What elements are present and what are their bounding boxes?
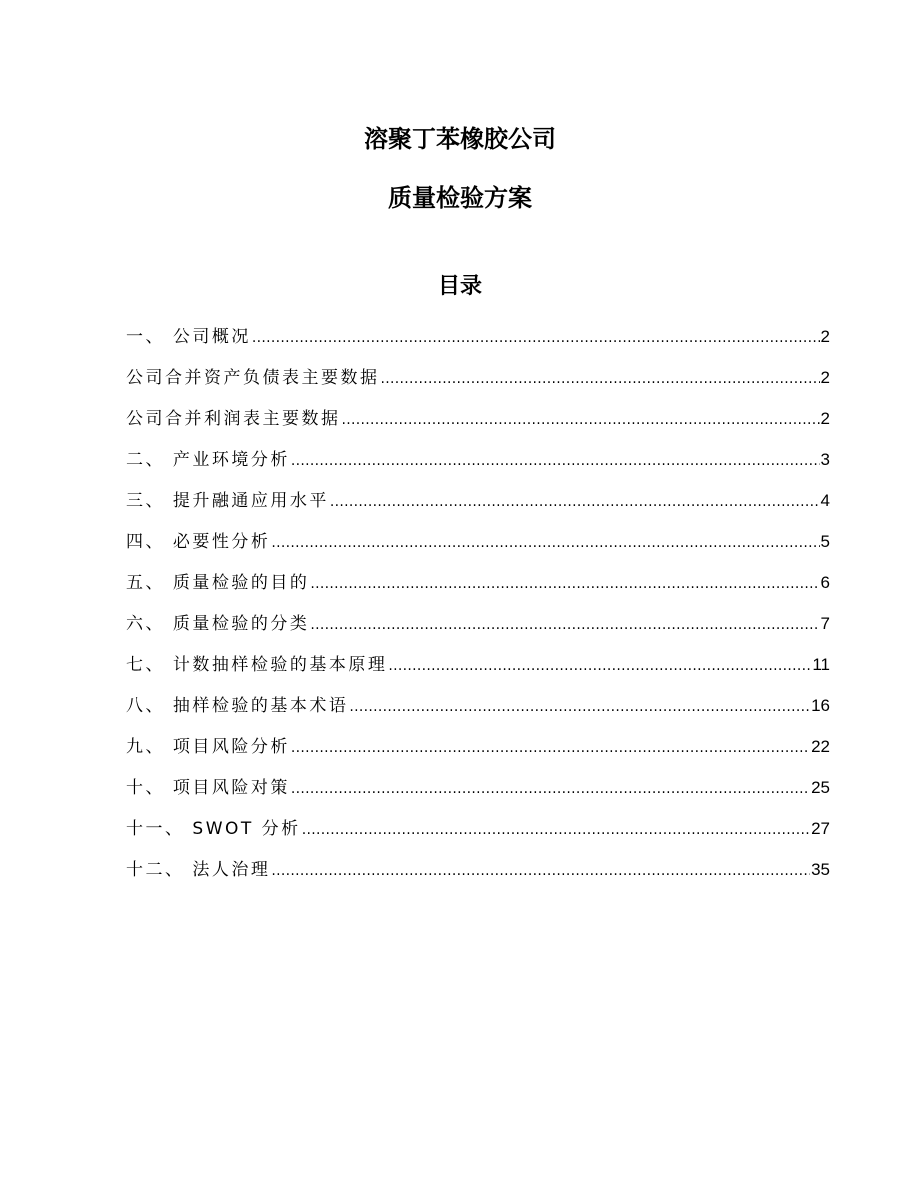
toc-entry[interactable]: [126, 322, 830, 363]
toc-entry[interactable]: [126, 691, 830, 732]
toc-entry-title: 三、 提升融通应用水平: [126, 491, 329, 511]
toc-entry-title: 一、 公司概况: [126, 327, 251, 347]
toc-dot-leader: [291, 446, 820, 476]
toc-entry-page-number: 6: [820, 573, 830, 592]
toc-entry[interactable]: [126, 773, 830, 814]
toc-entry-page-number: 35: [811, 860, 830, 879]
toc-entry[interactable]: [126, 527, 830, 568]
toc-entry-page-number: 5: [820, 532, 830, 551]
toc-entry-title: 十二、 法人治理: [126, 860, 271, 880]
toc-dot-leader: [302, 815, 810, 845]
toc-entry-page-number: 27: [811, 819, 830, 838]
toc-dot-leader: [291, 733, 810, 763]
toc-entry-title: 十、 项目风险对策: [126, 778, 290, 798]
toc-dot-leader: [388, 651, 811, 681]
toc-dot-leader: [381, 364, 820, 394]
toc-entry-title: 四、 必要性分析: [126, 532, 271, 552]
toc-entry[interactable]: [126, 568, 830, 609]
toc-entry[interactable]: [126, 609, 830, 650]
toc-entry[interactable]: [126, 404, 830, 445]
toc-dot-leader: [271, 856, 810, 886]
toc-dot-leader: [310, 569, 819, 599]
document-title: 溶聚丁苯橡胶公司: [364, 125, 556, 153]
toc-entry[interactable]: [126, 363, 830, 404]
toc-entry[interactable]: [126, 814, 830, 855]
toc-entry[interactable]: [126, 855, 830, 896]
table-of-contents: [126, 322, 830, 896]
toc-entry-page-number: 2: [820, 327, 830, 346]
toc-entry-page-number: 25: [811, 778, 830, 797]
toc-entry-title: 公司合并资产负债表主要数据: [126, 368, 380, 388]
toc-entry-page-number: 3: [820, 450, 830, 469]
toc-entry-title: 六、 质量检验的分类: [126, 614, 310, 634]
toc-entry-title: 八、 抽样检验的基本术语: [126, 696, 349, 716]
toc-entry-page-number: 2: [820, 409, 830, 428]
toc-dot-leader: [310, 610, 819, 640]
toc-entry-title: 七、 计数抽样检验的基本原理: [126, 655, 388, 675]
toc-entry-title: 九、 项目风险分析: [126, 737, 290, 757]
toc-entry[interactable]: [126, 732, 830, 773]
toc-dot-leader: [330, 487, 820, 517]
toc-entry-title: 五、 质量检验的目的: [126, 573, 310, 593]
toc-heading: 目录: [437, 274, 482, 299]
document-subtitle: 质量检验方案: [388, 184, 532, 212]
toc-entry-title: 公司合并利润表主要数据: [126, 409, 341, 429]
toc-entry[interactable]: [126, 650, 830, 691]
toc-entry-page-number: 16: [811, 696, 830, 715]
toc-dot-leader: [252, 323, 820, 353]
toc-entry-page-number: 22: [811, 737, 830, 756]
toc-dot-leader: [291, 774, 810, 804]
toc-dot-leader: [349, 692, 810, 722]
toc-entry-title: 二、 产业环境分析: [126, 450, 290, 470]
toc-entry[interactable]: [126, 486, 830, 527]
toc-entry-page-number: 2: [820, 368, 830, 387]
toc-entry-title: 十一、 SWOT 分析: [126, 819, 301, 839]
toc-entry-page-number: 4: [820, 491, 830, 510]
toc-dot-leader: [342, 405, 820, 435]
toc-entry[interactable]: [126, 445, 830, 486]
toc-dot-leader: [271, 528, 819, 558]
toc-entry-page-number: 11: [812, 655, 830, 674]
toc-entry-page-number: 7: [820, 614, 830, 633]
